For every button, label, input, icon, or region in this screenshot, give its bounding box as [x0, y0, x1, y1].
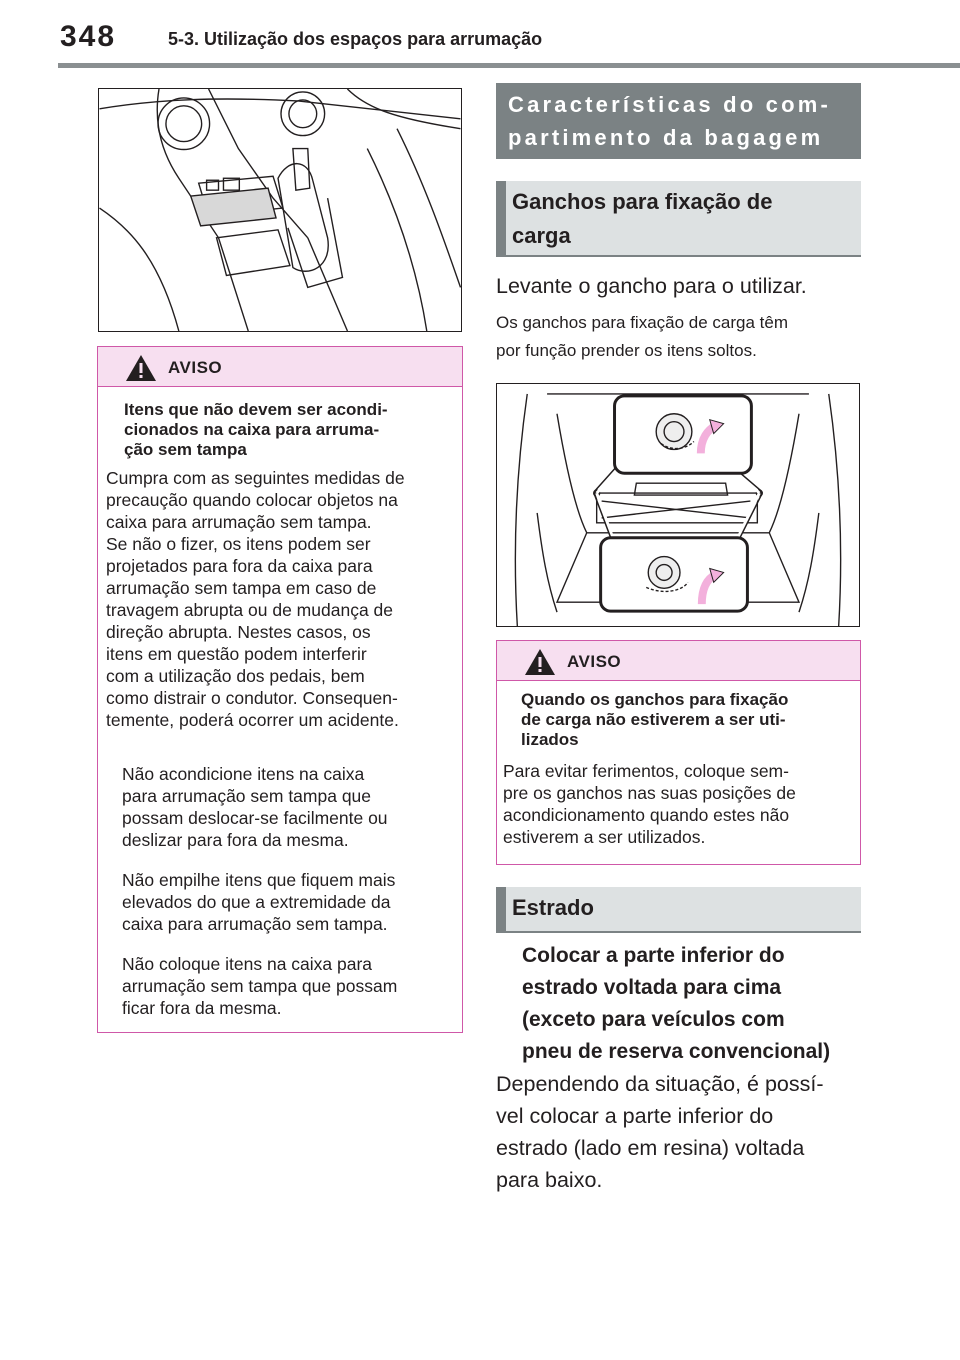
warning-title: AVISO: [168, 358, 223, 377]
warning-icon: [523, 647, 557, 677]
warning-bullet-2: Não empilhe itens que fiquem mais elevados do que a extremidade da caixa para arrumação sem tampa.: [122, 870, 396, 934]
warning-icon: [124, 353, 158, 383]
estrado-instruction: Colocar a parte inferior do estrado voltada para cima (exceto para veículos com pneu de reserva convencional): [522, 944, 831, 1063]
subheading-estrado: Estrado: [496, 887, 861, 933]
warning-subtitle: Quando os ganchos para fixação de carga não estiverem a ser uti- lizados: [521, 690, 789, 749]
note-text: Os ganchos para fixação de carga têm por função prender os itens soltos.: [496, 313, 788, 360]
warning-box-open-tray: [97, 346, 463, 1033]
subheading-ganchos: Ganchos para fixação de carga: [496, 181, 861, 257]
warning-paragraph: Cumpra com as seguintes medidas de precaução quando colocar objetos na caixa para arrumação sem tampa. Se não o fizer, os itens podem ser projetados para fora da caixa para arrumação sem tampa em caso de travagem abrupta ou de mudança de direção abrupta. Nestes casos, os itens em questão podem interferir com a utilização dos pedais, bem como distrair o condutor. Consequen- temente, poderá ocorrer um acidente.: [106, 468, 405, 730]
warning-box-hooks: [496, 640, 861, 865]
section-title: 5-3. Utilização dos espaços para arrumação: [168, 29, 543, 49]
main-heading: Características do com- partimento da bagagem: [496, 83, 861, 159]
header-rule: [58, 63, 960, 68]
console-illustration: [98, 88, 462, 332]
warning-bullet-3: Não coloque itens na caixa para arrumação sem tampa que possam ficar fora da mesma.: [122, 954, 398, 1018]
warning-subtitle: Itens que não devem ser acondi- cionados na caixa para arruma- ção sem tampa: [124, 400, 388, 459]
trunk-hooks-illustration: [496, 383, 860, 627]
warning-header: [497, 641, 860, 681]
warning-paragraph: Para evitar ferimentos, coloque sem- pre os ganchos nas suas posições de acondicionamento quando estes não estiverem a ser utilizados.: [503, 761, 796, 847]
warning-header: [98, 347, 462, 387]
estrado-text: Dependendo da situação, é possí- vel colocar a parte inferior do estrado (lado em resina) voltada para baixo.: [496, 1072, 824, 1192]
page-number: 348: [60, 20, 117, 53]
warning-title: AVISO: [567, 652, 622, 671]
warning-bullet-1: Não acondicione itens na caixa para arrumação sem tampa que possam deslocar-se facilmente ou deslizar para fora da mesma.: [122, 764, 388, 850]
instruction-text: Levante o gancho para o utilizar.: [496, 274, 807, 298]
